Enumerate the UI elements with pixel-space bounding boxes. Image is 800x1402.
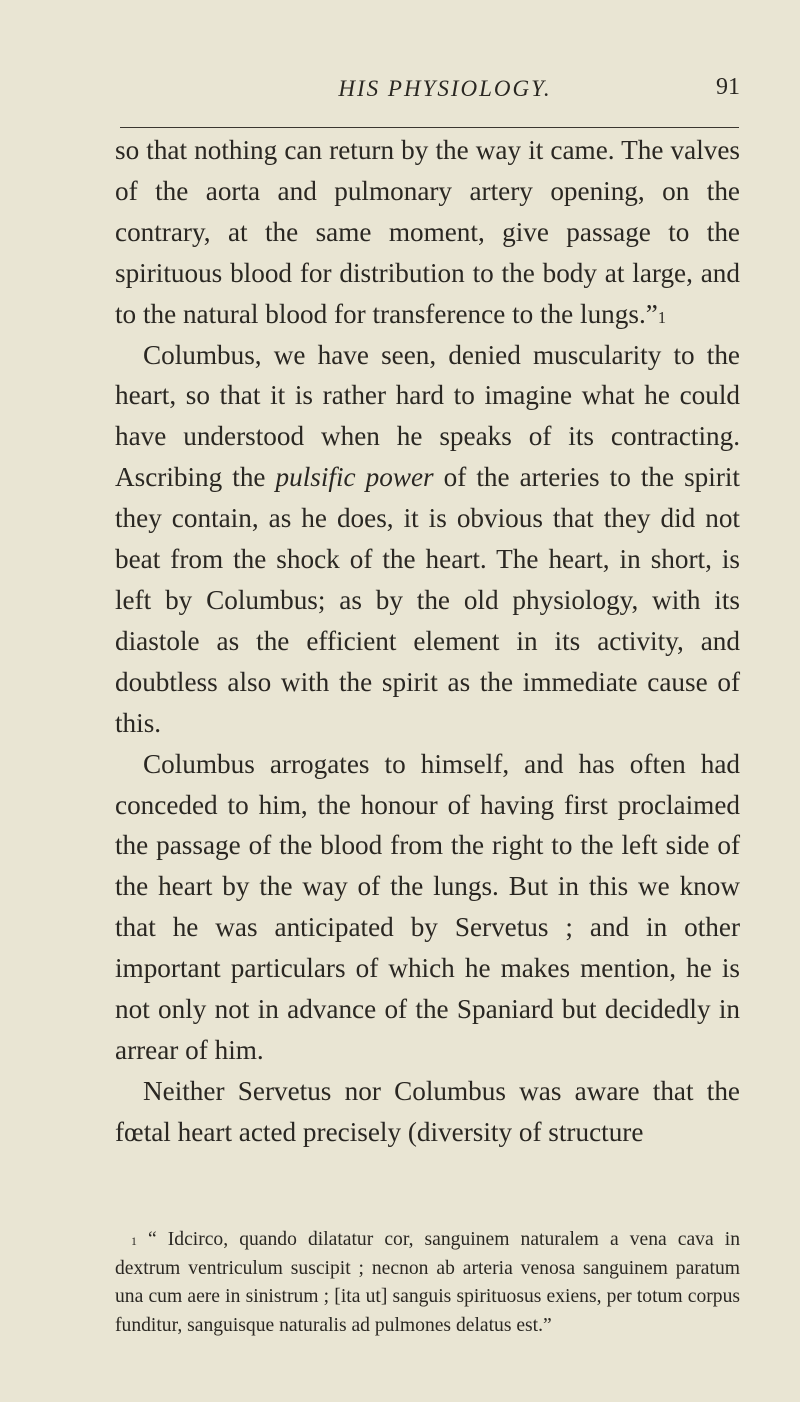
- paragraph-2: [115, 335, 740, 744]
- footnote-ref: 1: [657, 307, 666, 327]
- footnote-text: “ Idcirco, quando dilatatur cor, sanguinem naturalem a vena cava in dextrum ventriculum suscipit ; necnon ab arteria venosa sanguinem paratum una cum aere in sinistrum ; [ita ut] sanguis spirituosus exiens, per totum corpus funditur, sanguisque naturalis ad pulmones delatus est.”: [115, 1229, 740, 1336]
- paragraph-1: [115, 130, 740, 335]
- paragraph-2-after: of the arteries to the spirit they contain, as he does, it is obvious that they did not beat from the shock of the heart. The heart, in short, is left by Columbus; as by the old physiology, with its diastole as the efficient element in its activity, and doubtless also with the spirit as the immediate cause of this.: [115, 462, 740, 738]
- paragraph-1-text: so that nothing can return by the way it came. The valves of the aorta and pulmonary artery opening, on the contrary, at the same moment, give passage to the spirituous blood for distribution to the body at large, and to the natural blood for transference to the lungs.”: [115, 135, 740, 329]
- body-text: [115, 130, 740, 1153]
- footnote-marker: 1: [131, 1235, 137, 1248]
- paragraph-2-before: Columbus, we have seen, denied muscularity to the heart, so that it is rather hard to imagine what he could have understood when he speaks of its contracting. Ascribing the: [115, 339, 740, 493]
- page-number: 91: [716, 74, 740, 100]
- paragraph-2-emphasis: pulsific power: [275, 462, 434, 493]
- paragraph-4: Neither Servetus nor Columbus was aware that the fœtal heart acted precisely (diversity of structure: [115, 1075, 740, 1147]
- header-rule: [120, 127, 739, 128]
- footnote: [115, 1226, 740, 1340]
- running-title: HIS PHYSIOLOGY.: [338, 76, 552, 101]
- running-head: [120, 72, 740, 112]
- paragraph-3: Columbus arrogates to himself, and has often had conceded to him, the honour of having first proclaimed the passage of the blood from the right to the left side of the heart by the way of the lungs. But in this we know that he was anticipated by Servetus ; and in other important particulars of which he makes mention, he is not only not in advance of the Spaniard but decidedly in arrear of him.: [115, 748, 740, 1065]
